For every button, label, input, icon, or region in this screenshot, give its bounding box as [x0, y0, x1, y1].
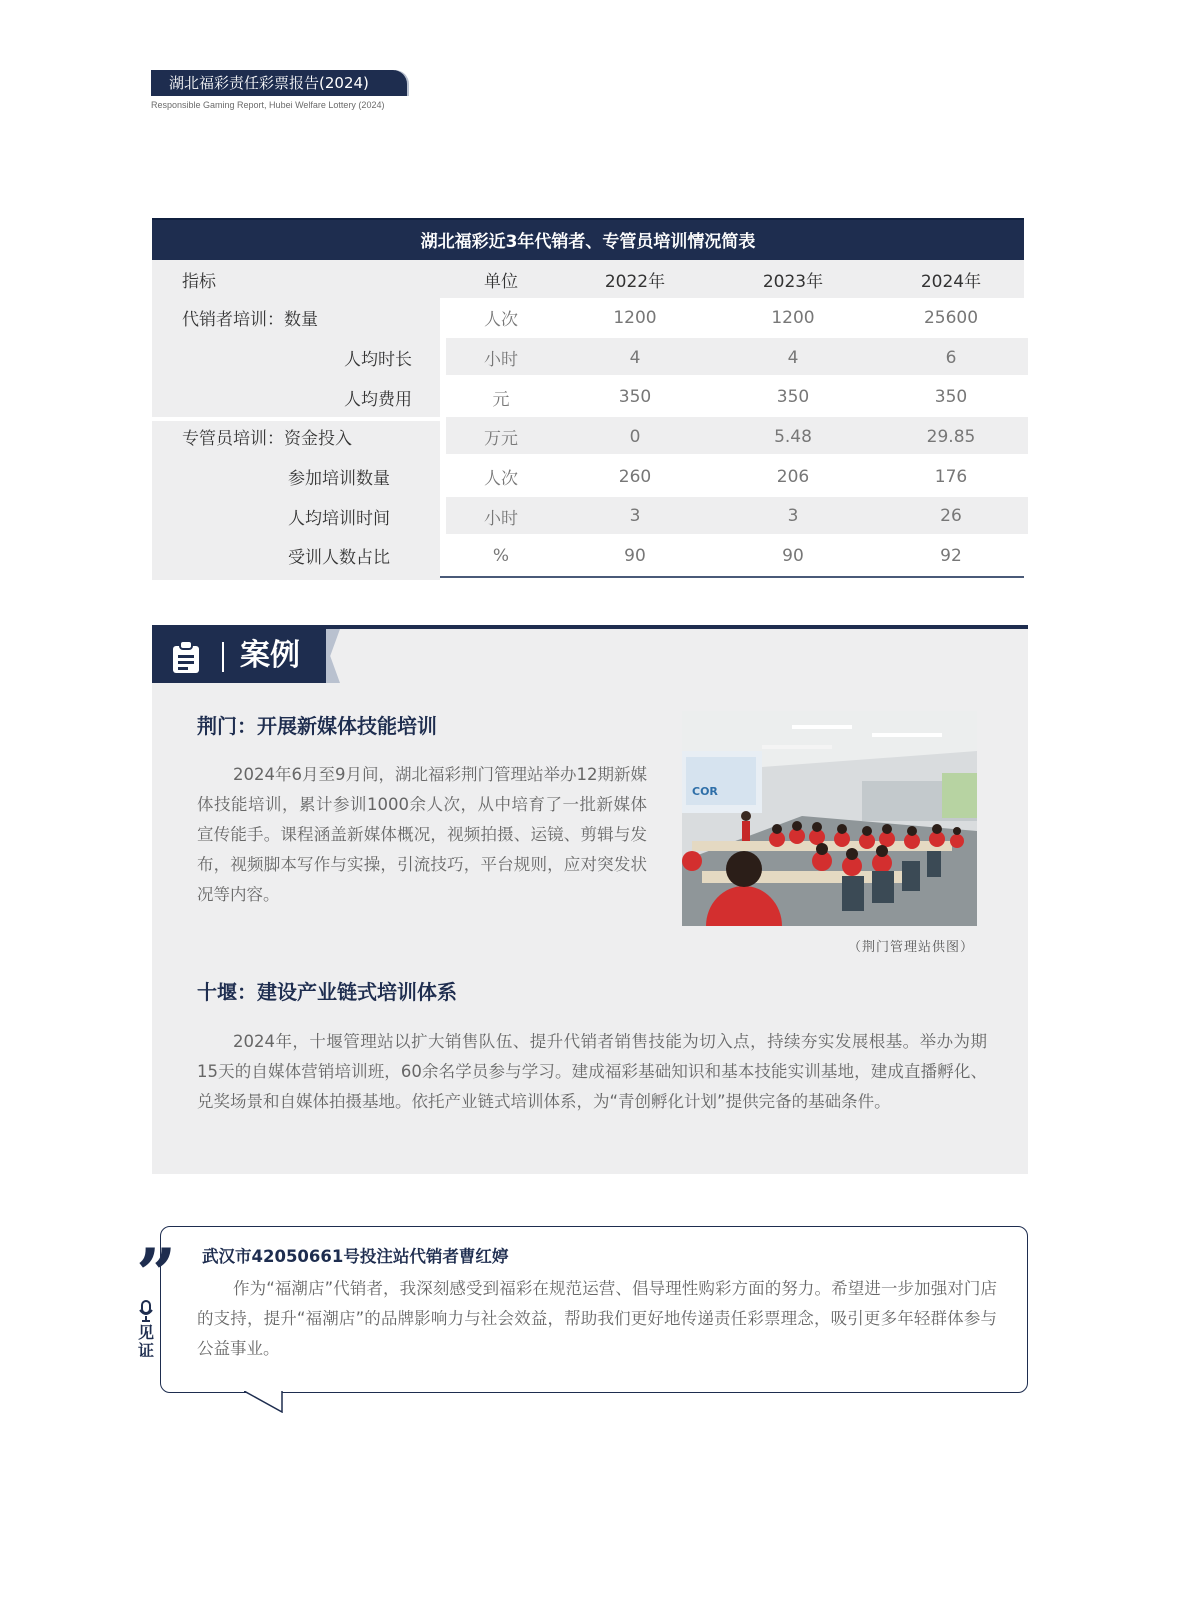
- case-1-body: 2024年6月至9月间，湖北福彩荆门管理站举办12期新媒体技能培训，累计参训1000余人次，从中培育了一批新媒体宣传能手。课程涵盖新媒体概况，视频拍摄、运镜、剪辑与发布，视频脚本写作与实操，引流技巧，平台规则，应对突发状况等内容。: [197, 765, 647, 904]
- row-label: 代销者培训：数量: [182, 310, 318, 331]
- classroom-image: [682, 711, 977, 926]
- row-label: 人均费用: [344, 389, 412, 410]
- row-value-2023: 90: [782, 545, 804, 566]
- row-value-2024: 6: [945, 347, 957, 368]
- testimony-title: 武汉市42050661号投注站代销者曹红婷: [202, 1247, 509, 1266]
- header-cell-indicator: 指标: [182, 271, 216, 292]
- table-header-row: [152, 260, 1024, 298]
- report-subtitle: Responsible Gaming Report, Hubei Welfare Lottery (2024): [151, 100, 385, 110]
- row-value-2024: 26: [940, 506, 962, 527]
- row-unit: 人次: [484, 310, 518, 331]
- table-row: [152, 457, 1024, 497]
- testimony-body: 作为“福潮店”代销者，我深刻感受到福彩在规范运营、倡导理性购彩方面的努力。希望进一步加强对门店的支持，提升“福潮店”的品牌影响力与社会效益，帮助我们更好地传递责任彩票理念，吸引更多年轻群体参与公益事业。: [197, 1279, 997, 1358]
- header-cell-2022: 2022年: [604, 271, 666, 292]
- row-value-2023: 350: [776, 387, 810, 408]
- row-value-2023: 4: [787, 347, 799, 368]
- training-table: [152, 260, 1024, 578]
- row-value-2022: 3: [629, 506, 641, 527]
- microphone-icon: [138, 1300, 154, 1322]
- header-cell-2023: 2023年: [762, 271, 824, 292]
- row-value-2023: 5.48: [774, 426, 812, 447]
- row-value-2022: 4: [629, 347, 641, 368]
- report-title: 湖北福彩责任彩票报告(2024): [151, 70, 407, 96]
- row-label: 受训人数占比: [288, 548, 390, 569]
- speech-bubble-tail: [244, 1391, 284, 1413]
- row-unit: %: [492, 545, 510, 566]
- table-row: [152, 496, 1024, 536]
- row-value-2024: 92: [940, 545, 962, 566]
- clipboard-icon: [170, 640, 202, 674]
- photo-caption: （荆门管理站供图）: [848, 940, 975, 955]
- case-label: 案例: [240, 638, 300, 673]
- row-value-2024: 29.85: [926, 426, 976, 447]
- case-2-body: 2024年，十堰管理站以扩大销售队伍、提升代销者销售技能为切入点，持续夯实发展根基。举办为期15天的自媒体营销培训班，60余名学员参与学习。建成福彩基础知识和基本技能实训基地，建成直播孵化、兑奖场景和自媒体拍摄基地。依托产业链式培训体系，为“青创孵化计划”提供完备的基础条件。: [197, 1032, 987, 1111]
- row-label: 专管员培训：资金投入: [182, 429, 352, 450]
- row-value-2023: 3: [787, 506, 799, 527]
- row-unit: 元: [492, 389, 510, 410]
- row-value-2023: 1200: [771, 307, 815, 328]
- row-unit: 人次: [484, 469, 518, 490]
- row-value-2024: 25600: [923, 307, 979, 328]
- table-row: [152, 377, 1024, 417]
- header-cell-2024: 2024年: [920, 271, 982, 292]
- header-cell-unit: 单位: [484, 271, 518, 292]
- row-unit: 小时: [484, 350, 518, 371]
- row-value-2024: 350: [934, 387, 968, 408]
- screen-text: COR: [692, 785, 718, 798]
- row-value-2022: 1200: [613, 307, 657, 328]
- table-title: 湖北福彩近3年代销者、专管员培训情况简表: [152, 218, 1024, 262]
- row-value-2023: 206: [776, 466, 810, 487]
- row-label: 参加培训数量: [288, 469, 390, 490]
- table-row: [152, 298, 1024, 338]
- case-1-title: 荆门：开展新媒体技能培训: [197, 714, 437, 738]
- training-photo: [682, 711, 977, 926]
- row-unit: 万元: [484, 429, 518, 450]
- row-label: 人均培训时间: [288, 508, 390, 529]
- case-2-title: 十堰：建设产业链式培训体系: [197, 980, 457, 1004]
- row-unit: 小时: [484, 508, 518, 529]
- row-value-2022: 0: [629, 426, 641, 447]
- row-value-2022: 350: [618, 387, 652, 408]
- row-value-2022: 90: [624, 545, 646, 566]
- quote-mark-icon: ”: [136, 1233, 177, 1316]
- row-value-2022: 260: [618, 466, 652, 487]
- testimony-side-label: 见证: [138, 1323, 155, 1360]
- row-value-2024: 176: [934, 466, 968, 487]
- table-row: [152, 417, 1024, 457]
- table-row: [152, 536, 1024, 576]
- row-label: 人均时长: [344, 350, 412, 371]
- table-row: [152, 338, 1024, 378]
- case-tab-divider: [222, 642, 224, 672]
